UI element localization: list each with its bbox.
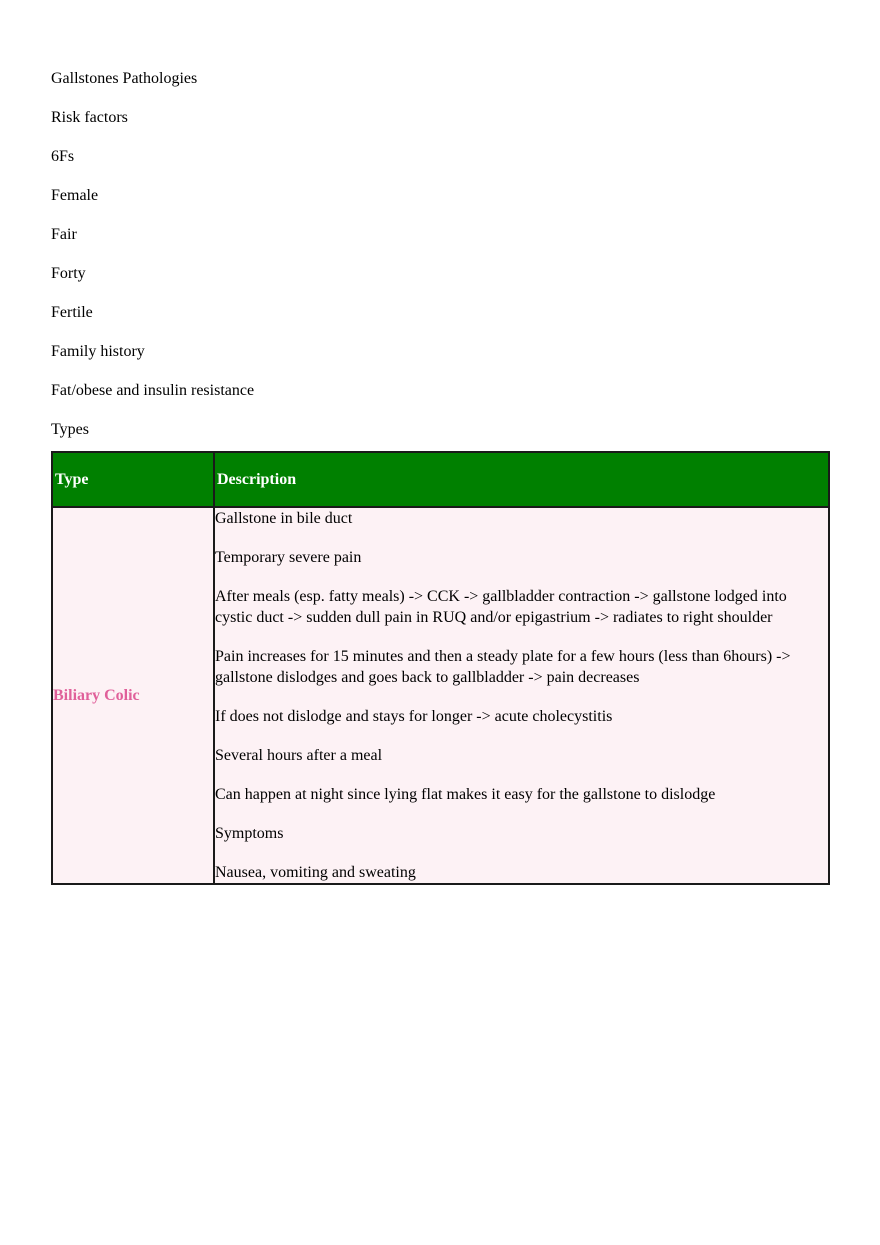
description-line: Can happen at night since lying flat makes it easy for the gallstone to dislodge	[215, 786, 716, 803]
risk-factor-item: Family history	[51, 343, 145, 360]
risk-factors-heading: Risk factors	[51, 109, 128, 126]
document-title: Gallstones Pathologies	[51, 70, 198, 87]
description-line: Symptoms	[215, 825, 284, 842]
description-column-header: Description	[214, 452, 829, 507]
risk-factor-item: Fair	[51, 226, 77, 243]
description-line: Nausea, vomiting and sweating	[215, 864, 416, 881]
description-line: Temporary severe pain	[215, 549, 362, 566]
types-table	[51, 451, 830, 885]
table-row	[52, 507, 829, 884]
type-cell: Biliary Colic	[52, 507, 214, 884]
risk-factor-item: Fertile	[51, 304, 93, 321]
description-line: Pain increases for 15 minutes and then a steady plate for a few hours (less than 6hours) -> gallstone dislodges and goes back to gallbladder -> pain decreases	[215, 648, 791, 686]
type-column-header: Type	[52, 452, 214, 507]
risk-factor-item: Female	[51, 187, 99, 204]
risk-factor-item: Fat/obese and insulin resistance	[51, 382, 255, 399]
risk-factor-item: Forty	[51, 265, 86, 282]
description-line: Several hours after a meal	[215, 747, 383, 764]
description-cell	[214, 507, 829, 884]
six-fs-label: 6Fs	[51, 148, 75, 165]
table-header-row	[52, 452, 829, 507]
description-line: Gallstone in bile duct	[215, 510, 353, 527]
types-heading: Types	[51, 421, 89, 438]
description-line: If does not dislodge and stays for longer -> acute cholecystitis	[215, 708, 613, 725]
description-line: After meals (esp. fatty meals) -> CCK -> gallbladder contraction -> gallstone lodged into cystic duct -> sudden dull pain in RUQ and/or epigastrium -> radiates to right shoulder	[215, 588, 787, 626]
